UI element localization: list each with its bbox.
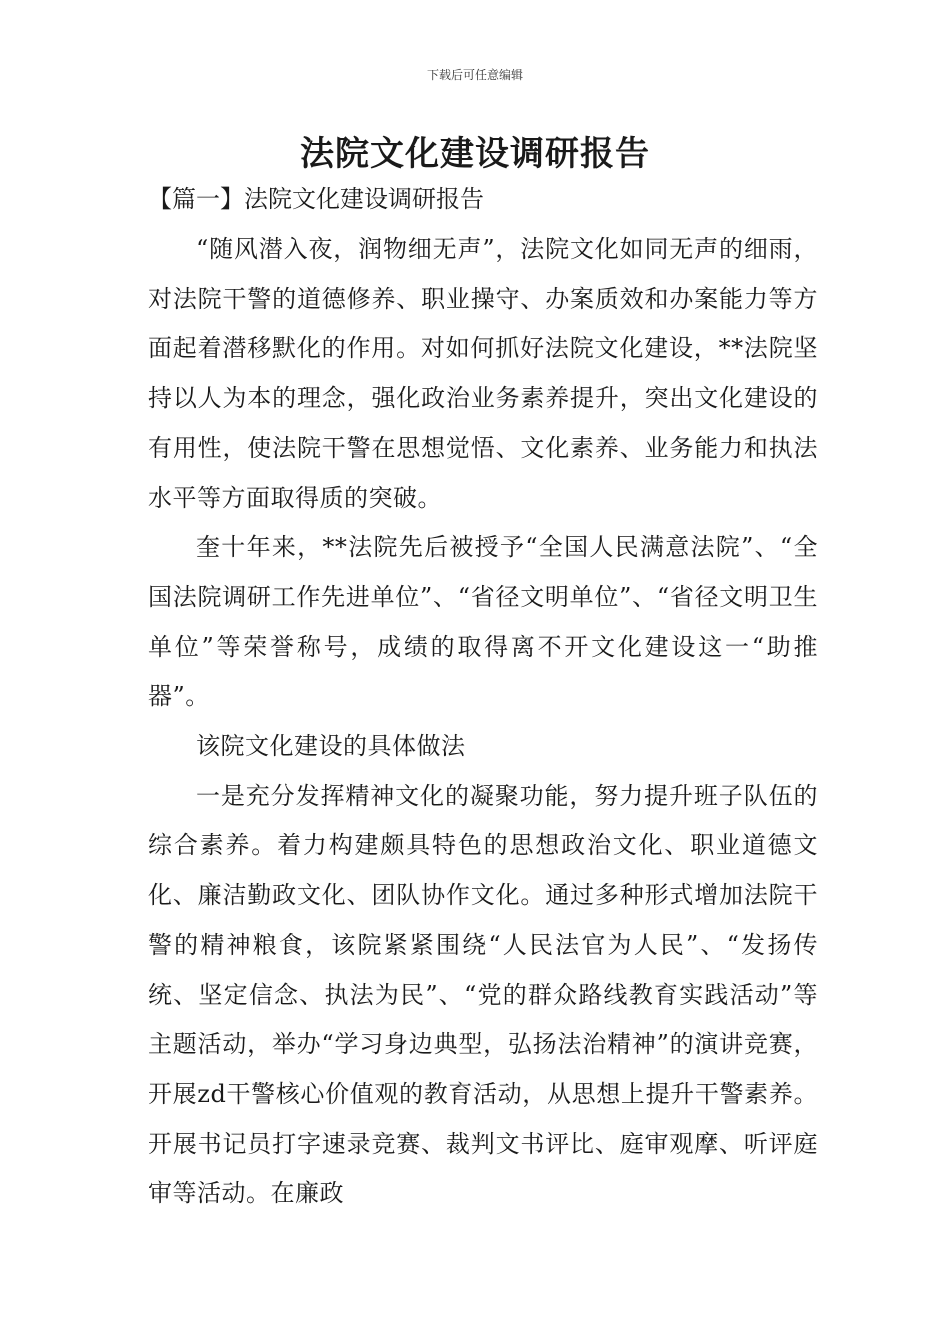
paragraph-honors: 奎十年来，**法院先后被授予“全国人民满意法院”、“全国法院调研工作先进单位”、“省径文明单位”、“省径文明卫生单位”等荣誉称号，成绩的取得离不开文化建设这一“助推器”。 — [148, 533, 818, 711]
paragraph-intro: “随风潜入夜，润物细无声”，法院文化如同无声的细雨，对法院干警的道德修养、职业操守、办案质效和办案能力等方面起着潜移默化的作用。对如何抓好法院文化建设，**法院坚持以人为本的理念，强化政治业务素养提升，突出文化建设的有用性，使法院干警在思想觉悟、文化素养、业务能力和执法水平等方面取得质的突破。 — [148, 235, 818, 512]
page-header-note: 下载后可任意编辑 — [426, 68, 523, 82]
section-heading: 【篇一】法院文化建设调研报告 — [148, 185, 484, 213]
paragraph-practice-one: 一是充分发挥精神文化的凝聚功能，努力提升班子队伍的综合素养。着力构建颇具特色的思想政治文化、职业道德文化、廉洁勤政文化、团队协作文化。通过多种形式增加法院干警的精神粮食，该院紧紧围绕“人民法官为人民”、“发扬传统、坚定信念、执法为民”、“党的群众路线教育实践活动”等主题活动，举办“学习身边典型，弘扬法治精神”的演讲竞赛，开展zd干警核心价值观的教育活动，从思想上提升干警素养。开展书记员打字速录竞赛、裁判文书评比、庭审观摩、听评庭审等活动。在廉政 — [148, 781, 818, 1208]
document-body — [148, 225, 818, 1219]
paragraph-subheading: 该院文化建设的具体做法 — [196, 732, 466, 761]
document-title: 法院文化建设调研报告 — [300, 134, 650, 174]
